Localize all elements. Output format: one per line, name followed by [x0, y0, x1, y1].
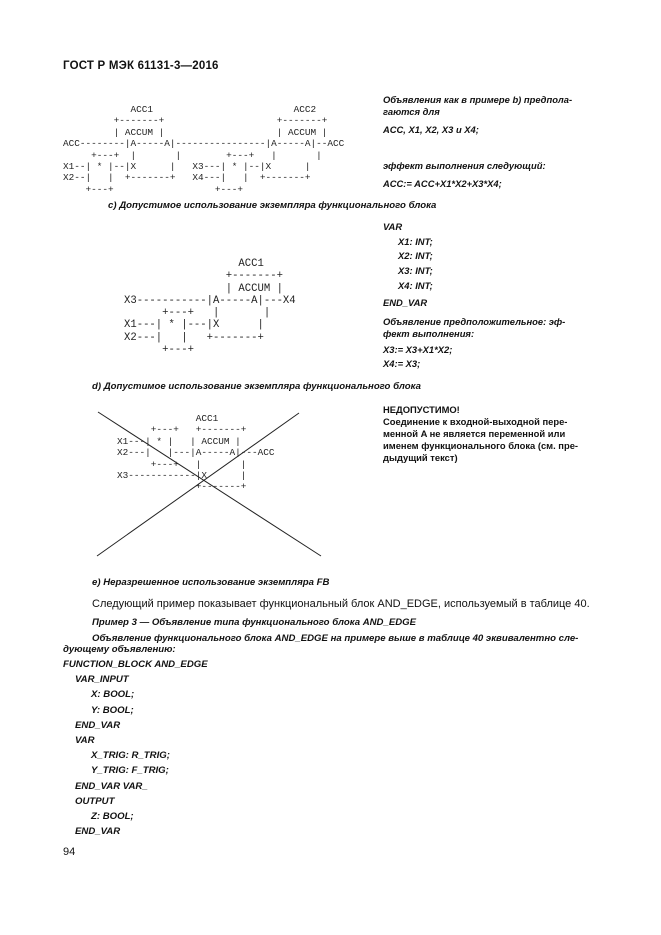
note-c [383, 94, 613, 118]
code-line: VAR_INPUT [75, 674, 129, 686]
note-d-line-1: Объявление предположительное: эф- [383, 316, 566, 327]
warning-text [383, 416, 603, 464]
var-d-3: X3: INT; [398, 265, 433, 276]
diagram-d: ACC1 +-------+ | ACCUM | X3-----------|A-----A|---X4 +---+ | | X1---| * |---|X | X2---| | +-------+ +---+ [124, 258, 296, 357]
vars-c: ACC, X1, X2, X3 и X4; [383, 124, 479, 135]
note-d [383, 316, 593, 340]
note-c-line-2: гаются для [383, 106, 440, 117]
code-line: END_VAR [75, 719, 121, 731]
code-line: FUNCTION_BLOCK AND_EDGE [63, 659, 208, 670]
code-line: X_TRIG: R_TRIG; [91, 750, 170, 762]
example-description [63, 633, 603, 655]
code-line: Y_TRIG: F_TRIG; [91, 765, 169, 777]
var-d-0: VAR [383, 221, 403, 232]
caption-c: c) Допустимое использование экземпляра функционального блока [108, 200, 437, 211]
diagram-c: ACC1 ACC2 +-------+ +-------+ | ACCUM | | ACCUM | ACC--------|A-----A|----------------|A-----A|--ACC +---+ | | +---+ | | X1--| * |--|X | X3---| * |--|X | X2--| | +-------+ X4---| | +-------+ +---+ +---+ [63, 104, 345, 195]
diagram-e: ACC1 +---+ +-------+ X1---| * | | ACCUM | X2---| |---|A-----A|---ACC +---+ | | X3------------|X | +-------+ [117, 413, 275, 493]
code-line: VAR [75, 735, 95, 746]
code-line: Z: BOOL; [91, 811, 134, 822]
code-line: X: BOOL; [91, 689, 135, 701]
example-title: Пример 3 — Объявление типа функционального блока AND_EDGE [92, 617, 417, 628]
effect-c: эффект выполнения следующий: [383, 160, 546, 171]
caption-e: e) Неразрешенное использование экземпляра FB [92, 577, 330, 588]
var-d-1: X1: INT; [398, 236, 433, 247]
var-d-5: END_VAR [383, 297, 428, 308]
cross-line-1 [98, 412, 321, 556]
assign-d-1: X3:= X3+X1*X2; [383, 344, 453, 355]
code-line: Y: BOOL; [91, 704, 134, 716]
warning-line-2: менной A не является переменной или [383, 428, 566, 439]
caption-d: d) Допустимое использование экземпляра функционального блока [92, 381, 421, 392]
code-line: OUTPUT [75, 795, 115, 807]
assign-c: ACC:= ACC+X1*X2+X3*X4; [383, 178, 502, 189]
var-d-4: X4: INT; [398, 280, 433, 291]
note-d-line-2: фект выполнения: [383, 328, 475, 339]
assign-d-2: X4:= X3; [383, 358, 421, 369]
warning-title: НЕДОПУСТИМО! [383, 404, 460, 415]
example-desc-line-2: дующему объявлению: [63, 644, 176, 655]
cross-line-2 [97, 413, 299, 556]
page-number: 94 [63, 846, 76, 858]
warning-line-3: именем функционального блока (см. пре- [383, 440, 579, 451]
page-header: ГОСТ Р МЭК 61131-3—2016 [63, 60, 219, 72]
body-paragraph: Следующий пример показывает функциональный блок AND_EDGE, используемый в таблице 40. [92, 598, 590, 610]
code-line: END_VAR VAR_ [75, 780, 148, 792]
example-desc-line-1: Объявление функционального блока AND_EDGE на примере выше в таблице 40 эквивалентно сле- [92, 633, 579, 644]
note-c-line-1: Объявления как в примере b) предпола- [383, 94, 573, 105]
code-line: END_VAR [75, 826, 121, 838]
var-d-2: X2: INT; [398, 250, 433, 261]
warning-line-1: Соединение к входной-выходной пере- [383, 416, 568, 427]
invalid-cross-mark [95, 410, 325, 560]
warning-line-4: дыдущий текст) [383, 452, 458, 463]
